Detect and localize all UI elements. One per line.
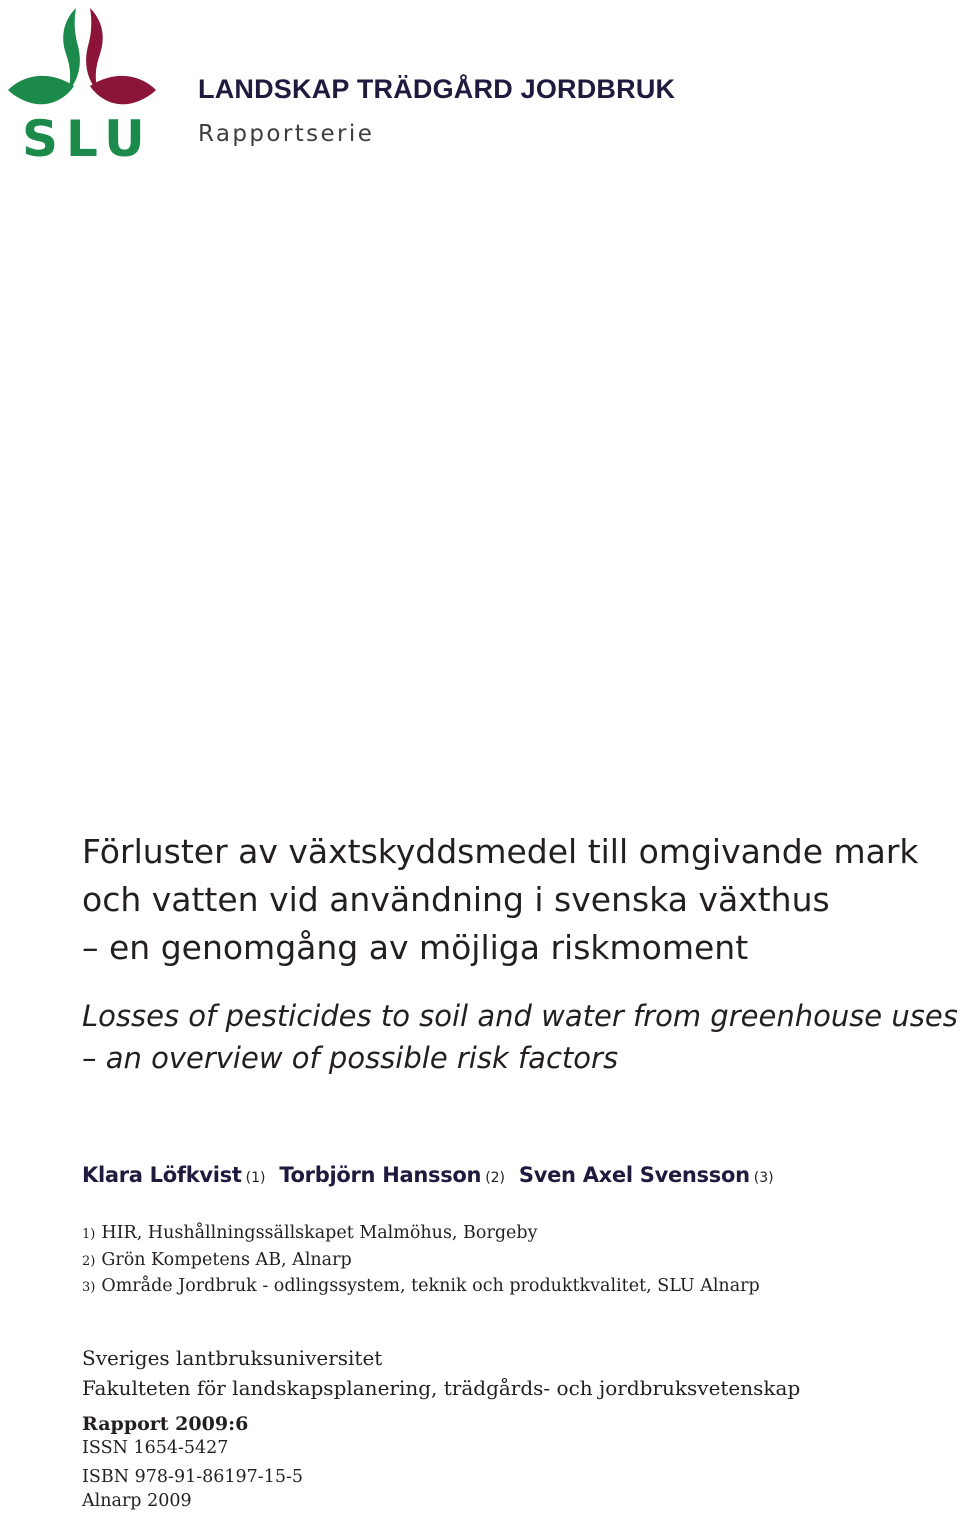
affiliation-list [82, 1221, 760, 1301]
issn: ISSN 1654-5427 [82, 1438, 229, 1458]
author-name: Klara Löfkvist [82, 1163, 242, 1187]
report-number: Rapport 2009:6 [82, 1413, 249, 1435]
title-swedish-line: – en genomgång av möjliga riskmoment [82, 928, 749, 967]
isbn: ISBN 978-91-86197-15-5 [82, 1467, 304, 1487]
title-english-line: Losses of pesticides to soil and water from greenhouse uses [82, 999, 958, 1033]
svg-text:SLU: SLU [22, 110, 153, 162]
affiliation-text: HIR, Hushållningssällskapet Malmöhus, Borgeby [101, 1223, 538, 1243]
title-swedish-line: Förluster av växtskyddsmedel till omgivande mark [82, 832, 919, 871]
title-english [82, 995, 958, 1079]
title-swedish-line: och vatten vid användning i svenska växthus [82, 880, 830, 919]
author-name: Sven Axel Svensson [518, 1163, 750, 1187]
affiliation-number: 3) [82, 1280, 96, 1295]
author-ref: (2) [485, 1170, 506, 1186]
author-name: Torbjörn Hansson [279, 1163, 482, 1187]
author-ref: (1) [245, 1170, 266, 1186]
affiliation-text: Område Jordbruk - odlingssystem, teknik och produktkvalitet, SLU Alnarp [101, 1276, 760, 1296]
institution-block [82, 1343, 800, 1403]
affiliation-item [82, 1274, 760, 1301]
title-swedish [82, 828, 919, 972]
affiliation-text: Grön Kompetens AB, Alnarp [101, 1249, 352, 1270]
slu-logo [6, 6, 158, 162]
series-title: LANDSKAP TRÄDGÅRD JORDBRUK [198, 74, 676, 104]
author-list [82, 1163, 782, 1188]
university-name: Sveriges lantbruksuniversitet [82, 1346, 383, 1370]
affiliation-item [82, 1221, 760, 1248]
affiliation-item [82, 1248, 760, 1275]
affiliation-number: 1) [82, 1227, 96, 1242]
series-subtitle: Rapportserie [198, 121, 375, 147]
faculty-name: Fakulteten för landskapsplanering, trädgårds- och jordbruksvetenskap [82, 1376, 801, 1400]
affiliation-number: 2) [82, 1253, 96, 1269]
author-ref: (3) [753, 1170, 774, 1186]
slu-leaf-emblem-icon [6, 6, 158, 162]
title-english-line: – an overview of possible risk factors [82, 1041, 619, 1075]
place-year: Alnarp 2009 [82, 1491, 192, 1511]
